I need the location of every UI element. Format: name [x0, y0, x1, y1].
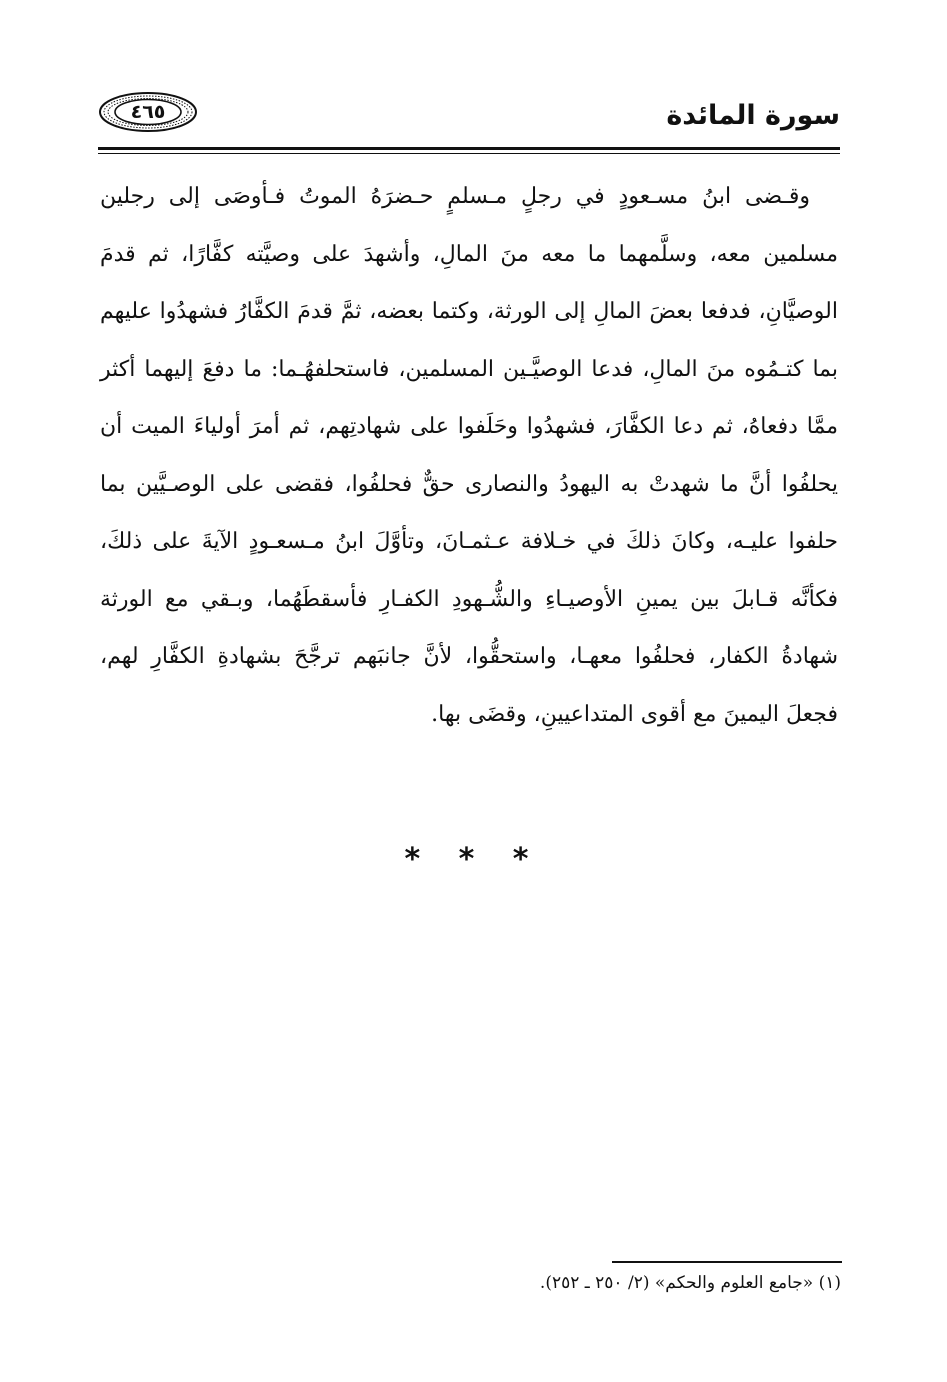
page-number: ٤٦٥ — [130, 101, 166, 123]
body-paragraph: وقـضى ابنُ مسـعودٍ في رجلٍ مـسلمٍ حـضرَهُ الموتُ فـأوصَى إلى رجلين مسلمين معه، وسلَّمهما ما معه منَ المالِ، وأشهدَ على وصيَّته كفَّارًا، ثم قدمَ الوصيَّانِ، فدفعا بعضَ المالِ إلى الورثة، وكتما بعضه، ثمَّ قدمَ الكفَّارُ فشهدُوا عليهم بما كتـمُوه منَ المالِ، فدعا الوصيَّـين المسلمين، فاستحلفهُـما: ما دفعَ إليهما أكثر ممَّا دفعاهُ، ثم دعا الكفَّارَ، فشهدُوا وحَلَفوا على شهادتِهم، ثم أمرَ أولياءَ الميت أن يحلفُوا أنَّ ما شهدتْ به اليهودُ والنصارى حقٌّ فحلفُوا، فقضى على الوصـيَّين بما حلفوا عليـه، وكانَ ذلكَ في خـلافة عـثمـانَ، وتأوَّلَ ابنُ مـسعـودٍ الآيةَ على ذلكَ، فكأنَّه قـابلَ بين يمينِ الأوصيـاءِ والشُّـهودِ الكفـارِ فأسقطَهُما، وبـقي مع الورثة شهادةُ الكفار، فحلفُوا معهـا، واستحقُّوا، لأنَّ جانبَهم ترجَّحَ بشهادةِ الكفَّارِ لهم، فجعلَ اليمينَ مع أقوى المتداعيينِ، وقضَى بها. — [100, 184, 838, 727]
footnote-rule — [612, 1261, 842, 1263]
page-number-badge — [98, 90, 198, 134]
header-rule-secondary — [98, 153, 840, 154]
header-rule — [98, 147, 840, 150]
surah-title: سورة المائدة — [666, 100, 840, 131]
footnote: (١) «جامع العلوم والحكم» (٢/ ٢٥٠ ـ ٢٥٢). — [539, 1273, 841, 1293]
section-separator: * * * — [404, 842, 543, 877]
page-header — [98, 88, 840, 148]
